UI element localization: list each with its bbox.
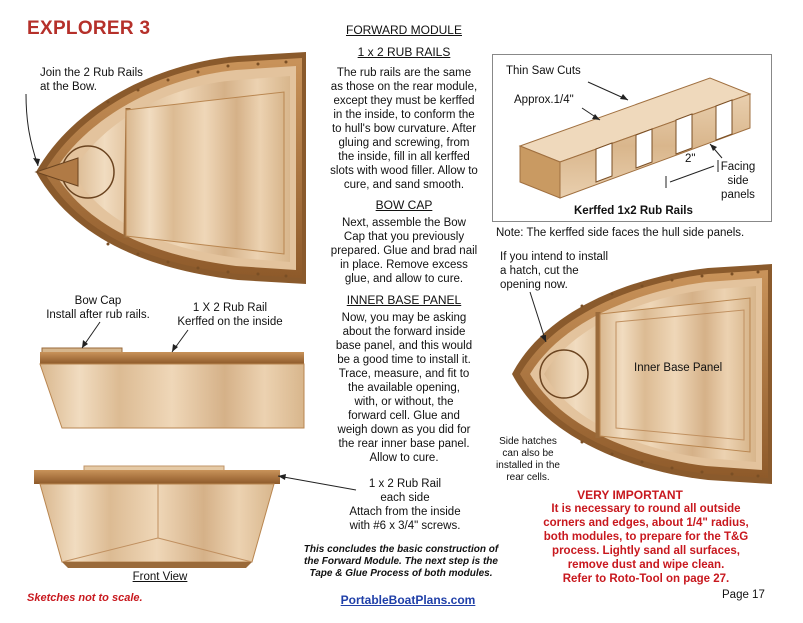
forward-module-side-view — [40, 346, 306, 430]
join-arrow — [20, 92, 50, 172]
website-link[interactable]: PortableBoatPlans.com — [340, 593, 476, 607]
rub-rail-screw-note: 1 x 2 Rub Rail each side Attach from the inside with #6 x 3/4" screws. — [349, 478, 461, 532]
bow-cap-label: Bow Cap Install after rub rails. — [46, 295, 150, 321]
forward-module-heading: FORWARD MODULE — [345, 23, 462, 37]
kerffed-caption: Kerffed 1x2 Rub Rails — [574, 205, 693, 217]
side-hatch-note: Side hatches can also be installed in the rear cells. — [496, 436, 560, 483]
forward-module-front-view — [34, 466, 282, 570]
bow-cap-body: Next, assemble the Bow Cap that you previously prepared. Glue and brad nail in place. Remove excess glue, and allow to cure. — [330, 217, 478, 285]
approx-quarter-label: Approx.1/4" — [514, 94, 574, 106]
rub-rails-body: The rub rails are the same as those on the rear module, except they must be kerffed in the inside, to conform the to hull's bow curvature. After gluing and screwing, from the inside, fill in all kerffed slots with wood filler. Allow to cure, and sand smooth. — [330, 67, 478, 191]
important-body: It is necessary to round all outside corners and edges, about 1/4" radius, both modules, to prepare for the T&G process. Lightly sand all surfaces, remove dust and wipe clean. Refer to Roto-Tool on page 27. — [543, 503, 749, 585]
front-view-label: Front View — [132, 571, 188, 583]
side-view-arrows — [60, 318, 260, 354]
inner-base-panel-label: Inner Base Panel — [634, 362, 723, 374]
conclusion-note: This concludes the basic construction of the Forward Module. The next step is the Tape & Glue Process of both modules. — [303, 544, 499, 579]
join-rub-rails-label: Join the 2 Rub Rails at the Bow. — [40, 67, 143, 93]
important-heading: VERY IMPORTANT — [577, 488, 683, 502]
page-title: EXPLORER 3 — [27, 18, 151, 39]
inner-base-heading: INNER BASE PANEL — [346, 293, 462, 307]
spacing-label: 2" — [685, 153, 696, 165]
kerf-note: Note: The kerffed side faces the hull side panels. — [496, 227, 745, 239]
rub-rails-heading: 1 x 2 RUB RAILS — [357, 45, 451, 59]
page-number: Page 17 — [722, 589, 765, 601]
thin-saw-cuts-label: Thin Saw Cuts — [506, 65, 581, 77]
inner-base-body: Now, you may be asking about the forward inside base panel, and this would be a good time to install it. Trace, measure, and fit to the available opening, with, or without, the forward cell. Glue and weigh down as you did for the rear inner base panel. Allow to cure. — [335, 312, 473, 464]
sketch-note: Sketches not to scale. — [27, 592, 143, 604]
rub-rail-kerffed-label: 1 X 2 Rub Rail Kerffed on the inside — [177, 302, 283, 328]
hatch-note: If you intend to install a hatch, cut the opening now. — [500, 251, 609, 291]
bow-cap-heading: BOW CAP — [375, 198, 433, 212]
facing-side-panels-label: Facing side panels — [720, 161, 756, 201]
hatch-arrow — [520, 290, 560, 350]
